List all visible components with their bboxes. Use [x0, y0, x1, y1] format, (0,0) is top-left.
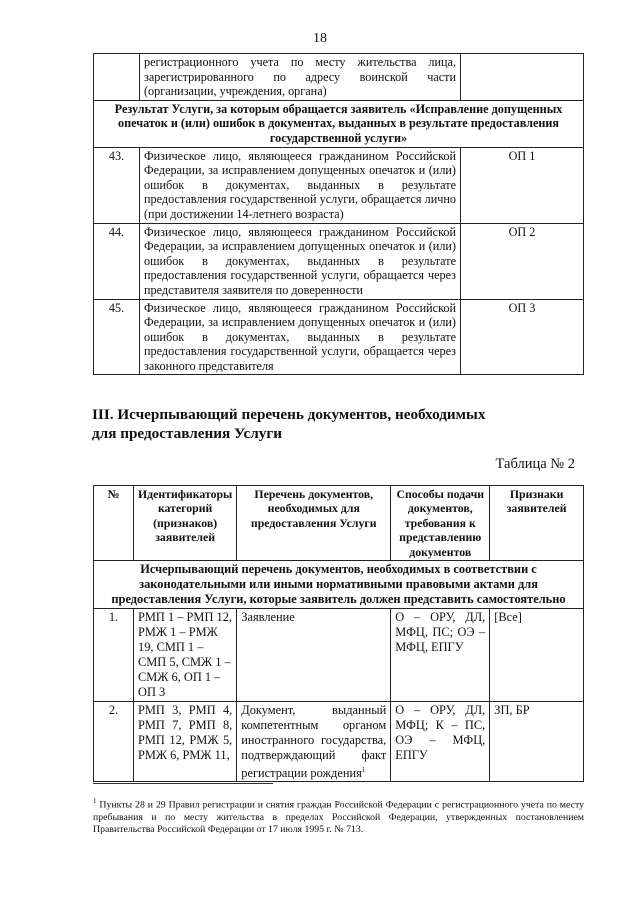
identifiers-cell: РМП 3, РМП 4, РМП 7, РМП 8, РМП 12, РМЖ 5, РМЖ 6, РМЖ 11,	[134, 702, 237, 782]
table-row	[94, 223, 584, 299]
document-cell	[237, 702, 391, 782]
description-cell: регистрационного учета по месту жительства лица, зарегистрированного по адресу воинской части (организации, учреждения, органа)	[140, 54, 461, 101]
page-number: 18	[313, 31, 327, 46]
document-cell: Заявление	[237, 609, 391, 702]
row-number: 43.	[94, 147, 140, 223]
header-identifiers: Идентификаторы категорий (признаков) заявителей	[134, 486, 237, 561]
signs-cell: ЗП, БР	[490, 702, 584, 782]
description-cell: Физическое лицо, являющееся гражданином Российской Федерации, за исправлением допущенных опечаток и (или) ошибок в документах, выданных в результате предоставления государственной услуги, обращается лично (при достижении 14-летнего возраста)	[140, 147, 461, 223]
table-row	[94, 702, 584, 782]
row-number-cell	[94, 54, 140, 101]
footnote-divider	[93, 783, 273, 784]
footnote-mark: 1	[93, 797, 97, 805]
code-cell: ОП 1	[461, 147, 584, 223]
row-number: 2.	[94, 702, 134, 782]
row-number: 1.	[94, 609, 134, 702]
code-cell	[461, 54, 584, 101]
document-text: Документ, выданный компетентным органом иностранного государства, подтверждающий факт регистрации рождения	[241, 703, 387, 781]
applicant-table	[93, 53, 584, 375]
table-row	[94, 299, 584, 375]
signs-cell: [Все]	[490, 609, 584, 702]
footnote-reference: 1	[361, 766, 366, 775]
header-submission: Способы подачи документов, требования к представлению документов	[391, 486, 490, 561]
identifiers-cell: РМП 1 – РМП 12, РМЖ 1 – РМЖ 19, СМП 1 – СМП 5, СМЖ 1 – СМЖ 6, ОП 1 – ОП 3	[134, 609, 237, 702]
code-cell: ОП 2	[461, 223, 584, 299]
submission-cell: О – ОРУ, ДЛ, МФЦ; К – ПС, ОЭ – МФЦ, ЕПГУ	[391, 702, 490, 782]
group-heading: Исчерпывающий перечень документов, необходимых в соответствии с законодательными или иными нормативными правовыми актами для предоставления Услуги, которые заявитель должен представить самостоятельно	[94, 561, 584, 609]
description-cell: Физическое лицо, являющееся гражданином Российской Федерации, за исправлением допущенных опечаток и (или) ошибок в документах, выданных в результате предоставления государственной услуги, обращается через законного представителя	[140, 299, 461, 375]
description-cell: Физическое лицо, являющееся гражданином Российской Федерации, за исправлением допущенных опечаток и (или) ошибок в документах, выданных в результате предоставления государственной услуги, обращается через представителя заявителя по доверенности	[140, 223, 461, 299]
row-number: 44.	[94, 223, 140, 299]
table-label: Таблица № 2	[495, 456, 575, 472]
header-documents: Перечень документов, необходимых для предоставления Услуги	[237, 486, 391, 561]
code-cell: ОП 3	[461, 299, 584, 375]
header-number: №	[94, 486, 134, 561]
header-signs: Признаки заявителей	[490, 486, 584, 561]
table-row	[94, 609, 584, 702]
documents-table	[93, 485, 584, 782]
header-row	[94, 486, 584, 561]
table-row	[94, 54, 584, 101]
group-heading: Результат Услуги, за которым обращается заявитель «Исправление допущенных опечаток и (или) ошибок в документах, выданных в результате предоставления государственной услуги»	[94, 100, 584, 147]
submission-cell: О – ОРУ, ДЛ, МФЦ, ПС; ОЭ – МФЦ, ЕПГУ	[391, 609, 490, 702]
section-heading: III. Исчерпывающий перечень документов, необходимых для предоставления Услуги	[92, 406, 486, 442]
group-row	[94, 100, 584, 147]
table-row	[94, 147, 584, 223]
group-row	[94, 561, 584, 609]
row-number: 45.	[94, 299, 140, 375]
footnote-text: Пункты 28 и 29 Правил регистрации и снятия граждан Российской Федерации с регистрационного учета по месту пребывания и по месту жительства в пределах Российской Федерации, утвержденных постановлением Правительства Российской Федерации от 17 июля 1995 г. № 713.	[93, 799, 584, 836]
footnote	[93, 795, 584, 836]
